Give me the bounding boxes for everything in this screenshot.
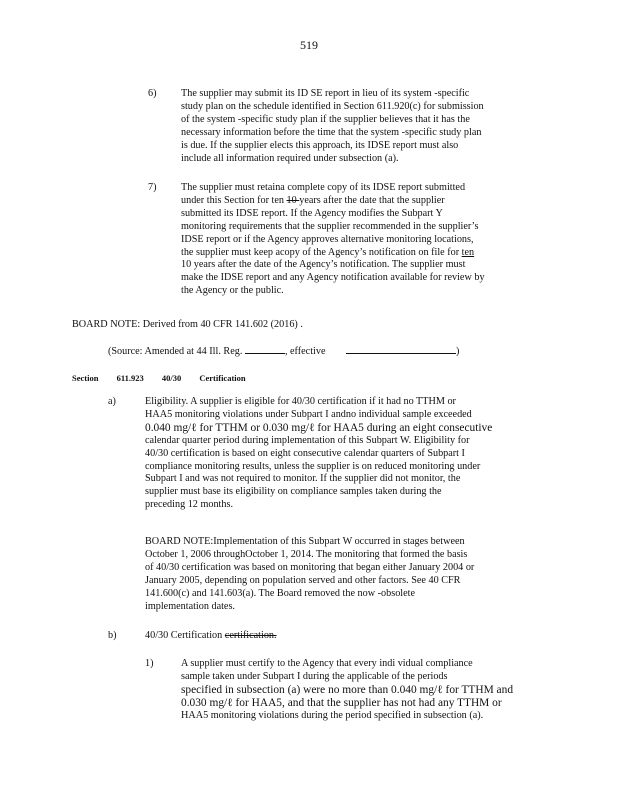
board-note-line: of 40/30 certification was based on monitoring that began either January 2004 or (145, 561, 475, 573)
board-note-line: implementation dates. (145, 600, 235, 612)
section-heading (72, 373, 262, 383)
item-b-struck-text: certification. (224, 630, 277, 641)
item-6-line: The supplier may submit its ID SE report in lieu of its system -specific (181, 88, 470, 99)
item-a-line: 40/30 certification is based on eight consecutive calendar quarters of Subpart I (145, 447, 465, 459)
item-6-marker: 6) (148, 88, 157, 99)
board-note-line: 141.600(c) and 141.603(a). The Board removed the now -obsolete (145, 587, 415, 599)
item-b1-line: A supplier must certify to the Agency that every indi vidual compliance (181, 658, 473, 669)
board-note-line: January 2005, depending on population served and other factors. See 40 CFR (145, 574, 461, 586)
item-6-line: study plan on the schedule identified in Section 611.920(c) for submission (181, 100, 484, 112)
item-7-underlined-text: ten (461, 246, 475, 258)
item-7-line (181, 247, 541, 260)
item-7-line: make the IDSE report and any Agency notification available for review by (181, 272, 485, 284)
item-6-line: is due. If the supplier elects this approach, its IDSE report must also (181, 139, 459, 151)
section-title-part: 40/30 (161, 373, 182, 383)
item-a-line: 0.040 mg/ℓ for TTHM or 0.030 mg/ℓ for HAA5 during an eight consecutive (145, 421, 493, 434)
source-middle: , effective (284, 346, 326, 357)
item-b1-marker: 1) (145, 658, 154, 669)
board-note-implementation (145, 536, 537, 613)
source-blank-1 (245, 344, 285, 354)
item-b-marker: b) (108, 630, 117, 641)
item-b1-line: HAA5 monitoring violations during the period specified in subsection (a). (181, 709, 484, 721)
item-b1-text (181, 658, 541, 723)
item-b-heading (145, 630, 277, 643)
source-blank-2 (346, 344, 456, 354)
board-note: BOARD NOTE: Derived from 40 CFR 141.602 (2016) . (72, 319, 303, 330)
item-7-line (181, 195, 541, 208)
item-6-line: necessary information before the time that the system -specific study plan (181, 126, 482, 138)
board-note-line: October 1, 2006 throughOctober 1, 2014. The monitoring that formed the basis (145, 548, 468, 560)
item-b1-line: sample taken under Subpart I during the applicable of the periods (181, 670, 448, 682)
source-line (108, 344, 459, 359)
item-7-text-run: the supplier must keep acopy of the Agency’s notification on file for (181, 246, 462, 258)
item-7-struck-text: 10 (286, 194, 300, 206)
item-a-line: preceding 12 months. (145, 499, 233, 511)
item-7-line: monitoring requirements that the supplier recommended in the supplier’s (181, 220, 479, 232)
item-b1-line: specified in subsection (a) were no more than 0.040 mg/ℓ for TTHM and (181, 683, 514, 696)
item-7-line: submitted its IDSE report. If the Agency modifies the Subpart Y (181, 207, 443, 219)
section-label: Section (72, 373, 99, 383)
item-6-line: include all information required under subsection (a). (181, 152, 399, 164)
item-7-text-run: under this Section for ten (181, 194, 287, 206)
item-a-line: HAA5 monitoring violations under Subpart I andno individual sample exceeded (145, 408, 472, 420)
item-a-line: calendar quarter period during implementation of this Subpart W. Eligibility for (145, 434, 470, 446)
item-a-text (145, 396, 537, 512)
item-7-text-run: years after the date that the supplier (299, 194, 445, 206)
item-a-line: compliance monitoring results, unless the supplier is on reduced monitoring under (145, 460, 481, 472)
item-7-marker: 7) (148, 182, 157, 193)
board-note-line: BOARD NOTE:Implementation of this Subpart W occurred in stages between (145, 536, 465, 547)
section-number: 611.923 (116, 373, 144, 383)
item-a-line: supplier must base its eligibility on compliance samples taken during the (145, 486, 442, 498)
item-7-text (181, 182, 541, 298)
page-number: 519 (300, 38, 318, 52)
item-6-text (181, 88, 537, 165)
item-7-line: The supplier must retaina complete copy of its IDSE report submitted (181, 182, 466, 193)
item-b-text: 40/30 Certification (145, 630, 225, 641)
source-suffix: ) (456, 346, 460, 357)
section-title-part: Certification (199, 373, 246, 383)
item-6-line: of the system -specific study plan if the supplier believes that it has the (181, 113, 470, 125)
item-7-line: 10 years after the date of the Agency’s notification. The supplier must (181, 259, 466, 271)
item-a-line: Subpart I and was not required to monitor. If the supplier did not monitor, the (145, 473, 461, 485)
item-b1-line: 0.030 mg/ℓ for HAA5, and that the supplier has not had any TTHM or (181, 696, 502, 709)
item-a-line: Eligibility. A supplier is eligible for 40/30 certification if it had no TTHM or (145, 396, 456, 407)
item-7-line: IDSE report or if the Agency approves alternative monitoring locations, (181, 233, 474, 245)
item-a-marker: a) (108, 396, 116, 407)
item-7-line: the Agency or the public. (181, 285, 284, 297)
source-prefix: (Source: Amended at 44 Ill. Reg. (108, 346, 243, 357)
